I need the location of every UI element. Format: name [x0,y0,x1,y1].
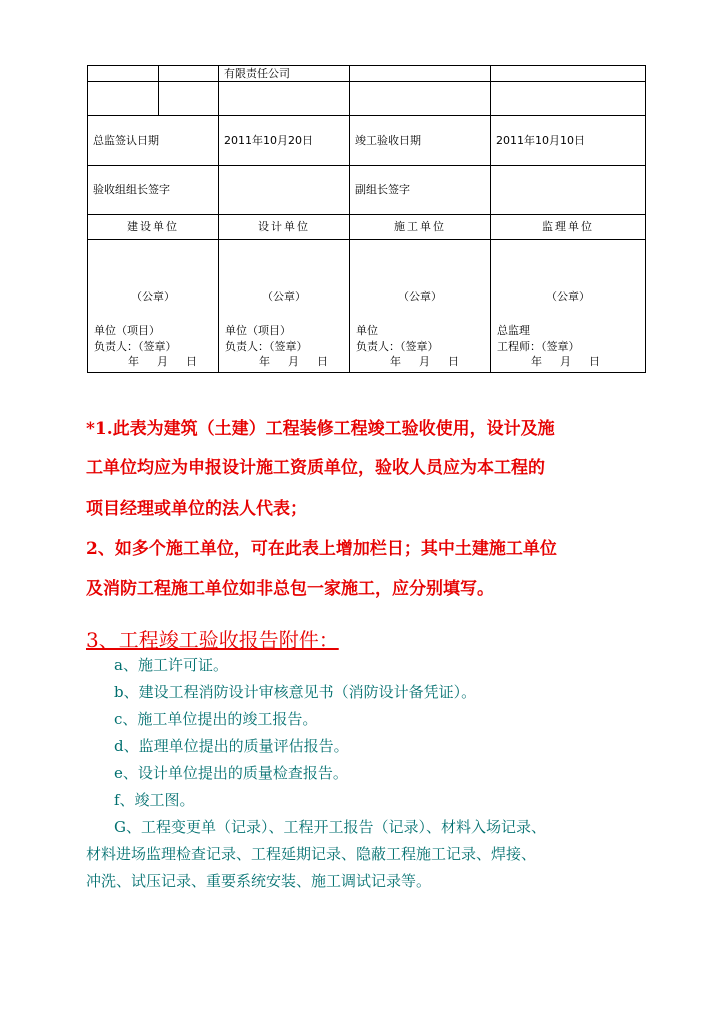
date-ymd [390,355,477,369]
seal-label: （公章） [546,290,590,303]
date-ymd [128,355,215,369]
date-ymd [259,355,346,369]
header-builder-unit: 施工单位 [350,215,491,240]
signature-row [88,240,646,373]
attachment-item-g-cont: 材料进场监理检查记录、工程延期记录、隐蔽工程施工记录、焊接、 [86,845,537,863]
table-cell [159,82,219,116]
sig-line-2: 负责人：（签章） [94,340,177,353]
table-row [88,166,646,215]
date-ymd [531,355,618,369]
note-line-2: 工单位均应为申报设计施工资质单位，验收人员应为本工程的 [86,458,545,478]
supervisor-date-label: 总监签认日期 [88,116,219,166]
sig-line-1: 总监理 [497,324,530,337]
table-cell [350,66,491,82]
deputy-leader-sign [491,166,646,215]
attachment-item: a、施工许可证。 [114,656,228,674]
table-cell [88,82,159,116]
completion-date-label: 竣工验收日期 [350,116,491,166]
section-title: 3、工程竣工验收报告附件： [86,628,339,652]
month-label: 月 [288,355,299,368]
signature-cell-design [219,240,350,373]
table-cell [88,66,159,82]
year-label: 年 [531,355,542,368]
month-label: 月 [419,355,430,368]
year-label: 年 [390,355,401,368]
attachment-item: d、监理单位提出的质量评估报告。 [114,737,349,755]
sig-line-1: 单位（项目） [94,324,160,337]
sig-line-2: 负责人：（签章） [225,340,308,353]
table-cell [159,66,219,82]
signature-cell-supervision [491,240,646,373]
table-cell [219,82,350,116]
group-leader-sign [219,166,350,215]
attachment-item: f、竣工图。 [114,791,195,809]
group-leader-label: 验收组组长签字 [88,166,219,215]
attachment-item-g: G、工程变更单（记录）、工程开工报告（记录）、材料入场记录、 [114,818,546,836]
header-construction-unit: 建设单位 [88,215,219,240]
completion-date-value: 2011年10月10日 [491,116,646,166]
signature-cell-builder [350,240,491,373]
attachment-item: e、设计单位提出的质量检查报告。 [114,764,348,782]
table-cell [350,82,491,116]
note-line-5: 及消防工程施工单位如非总包一家施工，应分别填写。 [86,579,494,599]
note-line-1: *1.此表为建筑（土建）工程装修工程竣工验收使用，设计及施 [86,419,555,439]
acceptance-table [87,65,646,373]
table-cell [491,66,646,82]
supervisor-date-value: 2011年10月20日 [219,116,350,166]
deputy-leader-label: 副组长签字 [350,166,491,215]
table-row [88,66,646,82]
day-label: 日 [317,355,328,368]
seal-label: （公章） [398,290,442,303]
month-label: 月 [157,355,168,368]
seal-label: （公章） [131,290,175,303]
attachment-item: b、建设工程消防设计审核意见书（消防设计备凭证）。 [114,683,477,701]
day-label: 日 [448,355,459,368]
day-label: 日 [589,355,600,368]
note-line-3: 项目经理或单位的法人代表； [86,499,307,519]
sig-line-1: 单位（项目） [225,324,291,337]
sig-line-1: 单位 [356,324,378,337]
table-cell [491,82,646,116]
attachment-item-g-cont: 冲洗、试压记录、重要系统安装、施工调试记录等。 [86,872,432,890]
seal-label: （公章） [262,290,306,303]
table-row [88,82,646,116]
year-label: 年 [259,355,270,368]
unit-header-row [88,215,646,240]
attachment-item: c、施工单位提出的竣工报告。 [114,710,318,728]
year-label: 年 [128,355,139,368]
sig-line-2: 负责人：（签章） [356,340,439,353]
company-cell: 有限责任公司 [219,66,350,82]
sig-line-2: 工程师：（签章） [497,340,580,353]
note-line-4: 2、如多个施工单位，可在此表上增加栏日；其中土建施工单位 [86,539,557,559]
header-design-unit: 设计单位 [219,215,350,240]
month-label: 月 [560,355,571,368]
signature-cell-construction [88,240,219,373]
day-label: 日 [186,355,197,368]
table-row [88,116,646,166]
header-supervision-unit: 监理单位 [491,215,646,240]
